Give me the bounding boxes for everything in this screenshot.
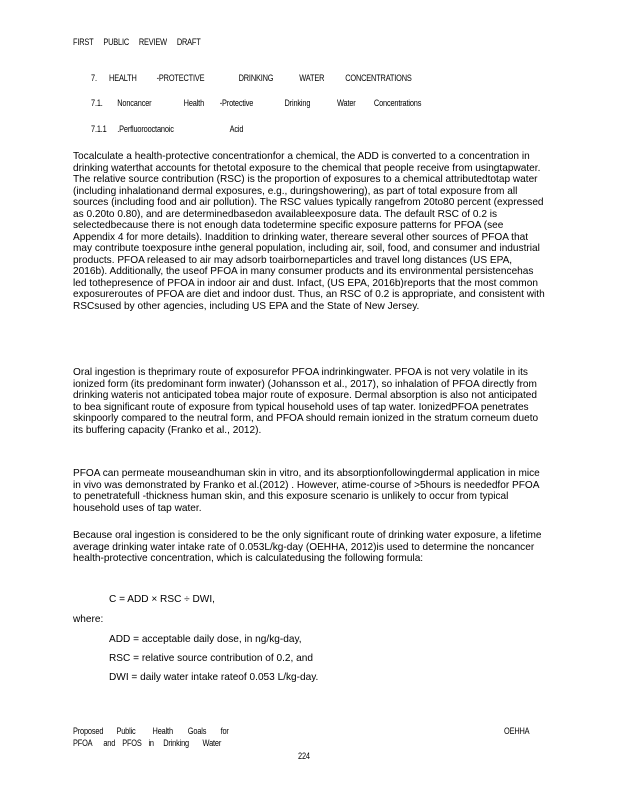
definition-add: ADD = acceptable daily dose, in ng/kg-day, <box>109 634 302 645</box>
footer-word: Goals <box>187 726 207 736</box>
section-heading-7-1-1 <box>91 124 243 134</box>
footer-word: and <box>103 738 116 748</box>
draft-header <box>73 37 210 47</box>
heading-word: CONCENTRATIONS <box>345 73 412 83</box>
header-word: FIRST <box>73 37 94 47</box>
footer-word: PFOS <box>122 738 142 748</box>
footer-word: Water <box>202 738 222 748</box>
heading-word: Concentrations <box>373 98 422 108</box>
heading-word: DRINKING <box>238 73 274 83</box>
where-label: where: <box>73 614 104 625</box>
body-paragraph <box>73 468 547 514</box>
footer-word: Proposed <box>73 726 104 736</box>
footer-word: Drinking <box>163 738 189 748</box>
heading-word: HEALTH <box>109 73 137 83</box>
paragraph-text: Tocalculate a health-protective concentrationfor a chemical, the ADD is converted to a concentration in drinking waterthat accounts for thetotal exposure to the chemical that people receive from usingtapwater. The relative source contribution (RSC) is the proportion of exposures to a chemical attributedtotap water (including inhalationand dermal exposures, e.g., duringshowering), as part of total exposure from all sources (including food and air pollution). The RSC values typically rangefrom 20to80 percent (expressed as 0.20to 0.80), and are determinedbasedon availableexposure data. The default RSC of 0.2 is selectedbecause there is not enough data todetermine specific exposure patterns for PFOA (see Appendix 4 for more details). Inaddition to drinking water, thereare several other sources of PFOA that may contribute toexposure inthe general population, including air, soil, food, and consumer and industrial products. PFOA released to air may adsorb toairborneparticles and travel long distances (US EPA, 2016b). Additionally, the useof PFOA in many consumer products and its environmental persistencehas led tothepresence of PFOA in indoor air and dust. Infact, (US EPA, 2016b)reports that the most common exposureroutes of PFOA are diet and indoor dust. Thus, an RSC of 0.2 is appropriate, and consistent with RSCsused by other agencies, including US EPA and the State of New Jersey. <box>73 151 545 312</box>
paragraph-text: PFOA can permeate mouseandhuman skin in vitro, and its absorptionfollowingdermal application in mice in vivo was demonstrated by Franko et al.(2012) . However, atime-course of >5hours is neededfor PFOA to penetratefull -thickness human skin, and this exposure scenario is unlikely to occur from typical household uses of tap water. <box>73 468 540 514</box>
footer-word: PFOA <box>73 738 93 748</box>
section-heading-7-1 <box>91 98 421 108</box>
heading-word: -PROTECTIVE <box>156 73 205 83</box>
footer-word: for <box>220 726 229 736</box>
section-number: 7. <box>91 73 97 83</box>
section-number: 7.1. <box>91 98 103 108</box>
body-paragraph <box>73 530 547 565</box>
footer-word: Health <box>152 726 173 736</box>
footer-word: in <box>148 738 154 748</box>
page-number: 224 <box>298 751 310 761</box>
heading-word: Water <box>337 98 356 108</box>
heading-word: WATER <box>299 73 325 83</box>
section-heading-7 <box>91 73 412 83</box>
definition-rsc: RSC = relative source contribution of 0.2, and <box>109 653 313 664</box>
section-number: 7.1.1 <box>91 124 107 134</box>
definition-dwi: DWI = daily water intake rateof 0.053 L/kg-day. <box>109 672 319 683</box>
heading-word: Acid <box>229 124 244 134</box>
header-word: DRAFT <box>176 37 201 47</box>
header-word: REVIEW <box>138 37 167 47</box>
footer-line-2 <box>73 738 221 748</box>
heading-word: Noncancer <box>117 98 152 108</box>
heading-word: .Perfluorooctanoic <box>117 124 174 134</box>
header-word: PUBLIC <box>103 37 130 47</box>
body-paragraph <box>73 367 547 436</box>
paragraph-text: Oral ingestion is theprimary route of exposurefor PFOA indrinkingwater. PFOA is not very volatile in its ionized form (its predominant form inwater) (Johansson et al., 2017), so inhalation of PFOA directly from drinking wateris not anticipated tobea major route of exposure. Dermal absorption is also not anticipated to bea significant route of exposure from typical household uses of tap water. IonizedPFOA penetrates skinpoorly compared to the neutral form, and PFOA should remain ionized in the stratum corneum dueto its buffering capacity (Franko et al., 2012). <box>73 367 539 436</box>
body-paragraph <box>73 151 547 312</box>
formula: C = ADD × RSC ÷ DWI, <box>109 594 215 605</box>
heading-word: Health <box>183 98 205 108</box>
footer-line-1 <box>73 726 229 736</box>
heading-word: -Protective <box>219 98 254 108</box>
footer-agency: OEHHA <box>504 726 530 736</box>
paragraph-text: Because oral ingestion is considered to be the only significant route of drinking water exposure, a lifetime average drinking water intake rate of 0.053L/kg-day (OEHHA, 2012)is used to determine the noncancer health-protective concentration, which is calculatedusing the following formula: <box>73 530 542 564</box>
heading-word: Drinking <box>284 98 311 108</box>
footer-word: Public <box>116 726 136 736</box>
